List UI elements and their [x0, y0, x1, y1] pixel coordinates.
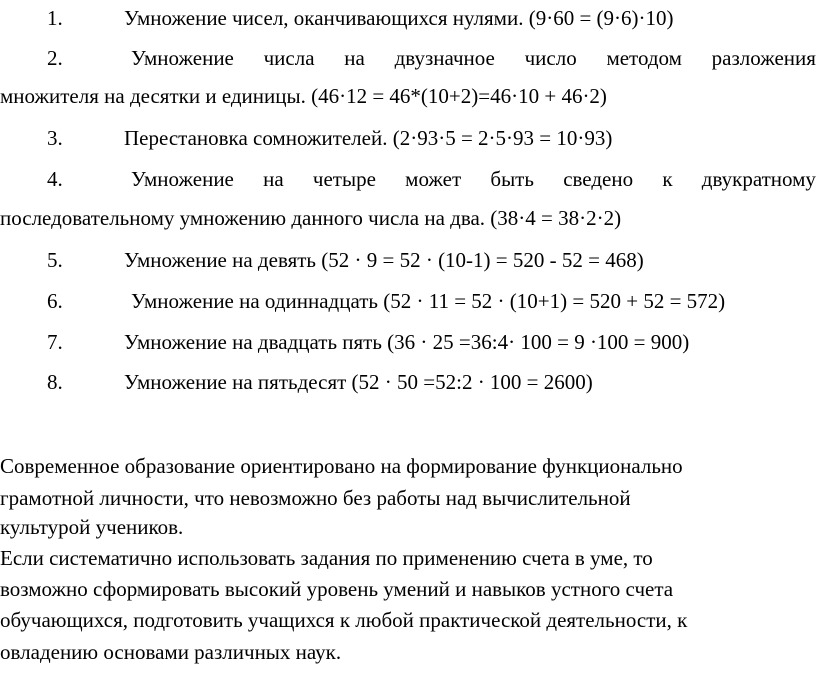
word: числа: [263, 46, 315, 70]
paragraph-1-line-1: Современное образование ориентировано на формирование функционально: [0, 454, 683, 478]
paragraph-2-line-3: обучающихся, подготовить учащихся к любой практической деятельности, к: [0, 608, 688, 632]
list-number-6: 6.: [47, 289, 63, 313]
list-item-6-text: Умножение на одиннадцать (52 · 11 = 52 · (10+1) = 520 + 52 = 572): [131, 289, 726, 313]
list-item-7-text: Умножение на двадцать пять (36 · 25 =36:4· 100 = 9 ·100 = 900): [124, 330, 690, 354]
paragraph-2-line-2: возможно сформировать высокий уровень умений и навыков устного счета: [0, 577, 674, 601]
list-number-2: 2.: [47, 46, 63, 70]
paragraph-1-line-2: грамотной личности, что невозможно без работы над вычислительной: [0, 486, 631, 510]
word: на: [263, 167, 284, 191]
word: методом: [606, 46, 682, 70]
list-item-3-text: Перестановка сомножителей. (2·93·5 = 2·5·93 = 10·93): [124, 126, 613, 150]
paragraph-2-line-1: Если систематично использовать задания по применению счета в уме, то: [0, 546, 653, 570]
word: двукратному: [701, 167, 816, 191]
list-item-2-line-2: множителя на десятки и единицы. (46·12 = 46*(10+2)=46·10 + 46·2): [0, 84, 607, 108]
word: число: [524, 46, 577, 70]
list-item-8-text: Умножение на пятьдесят (52 · 50 =52:2 · 100 = 2600): [124, 370, 593, 394]
list-number-8: 8.: [47, 370, 63, 394]
list-item-1-text: Умножение чисел, оканчивающихся нулями. (9·60 = (9·6)·10): [124, 6, 674, 30]
list-item-5-text: Умножение на девять (52 · 9 = 52 · (10-1) = 520 - 52 = 468): [124, 248, 644, 272]
list-number-7: 7.: [47, 330, 63, 354]
list-item-4-line-2: последовательному умножению данного числа на два. (38·4 = 38·2·2): [0, 206, 622, 230]
word: двузначное: [394, 46, 495, 70]
list-number-3: 3.: [47, 126, 63, 150]
list-number-5: 5.: [47, 248, 63, 272]
word: на: [344, 46, 365, 70]
list-number-1: 1.: [47, 6, 63, 30]
word: Умножение: [131, 167, 234, 191]
list-number-4: 4.: [47, 167, 63, 191]
word: четыре: [312, 167, 376, 191]
list-item-4-line-1: [131, 166, 816, 192]
list-item-2-line-1: [131, 45, 816, 71]
word: Умножение: [131, 46, 234, 70]
paragraph-2-line-4: овладению основами различных наук.: [0, 640, 342, 664]
word: к: [662, 167, 673, 191]
word: может: [405, 167, 462, 191]
word: разложения: [711, 46, 816, 70]
paragraph-1-line-3: культурой учеников.: [0, 515, 184, 539]
word: сведено: [563, 167, 634, 191]
word: быть: [490, 167, 534, 191]
